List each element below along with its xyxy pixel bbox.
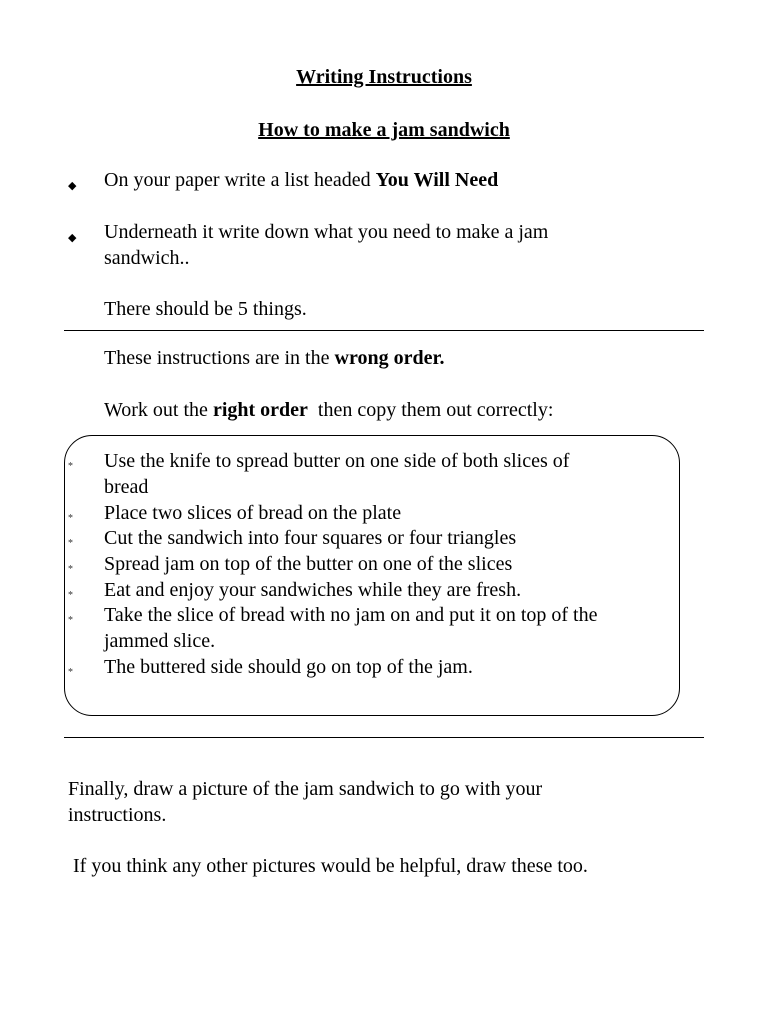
star-bullet-icon: * bbox=[68, 564, 73, 575]
divider-bottom bbox=[64, 737, 704, 738]
step-1-line-2: bread bbox=[104, 476, 149, 498]
other-pictures-text: If you think any other pictures would be helpful, draw these too. bbox=[68, 855, 588, 877]
five-things-text: There should be 5 things. bbox=[104, 298, 307, 320]
bullet-1-text bbox=[104, 167, 498, 193]
diamond-bullet-icon: ◆ bbox=[68, 232, 77, 244]
wrong-order-bold: wrong order. bbox=[334, 347, 445, 369]
page-title: Writing Instructions bbox=[296, 66, 472, 88]
step-1-line-1: Use the knife to spread butter on one side of both slices of bbox=[104, 450, 570, 472]
divider-top bbox=[64, 330, 704, 331]
star-bullet-icon: * bbox=[68, 667, 73, 678]
bullet-2-line-2: sandwich.. bbox=[104, 247, 190, 269]
right-order-plain: Work out the bbox=[104, 399, 213, 421]
star-bullet-icon: * bbox=[68, 461, 73, 472]
right-order-text bbox=[104, 397, 553, 423]
step-5: Eat and enjoy your sandwiches while they are fresh. bbox=[104, 579, 522, 601]
step-2: Place two slices of bread on the plate bbox=[104, 502, 402, 524]
right-order-after: then copy them out correctly: bbox=[307, 399, 554, 421]
step-6-line-1: Take the slice of bread with no jam on and put it on top of the bbox=[104, 604, 598, 626]
bullet-1-bold: You Will Need bbox=[375, 169, 499, 191]
right-order-bold: right order bbox=[212, 399, 308, 421]
star-bullet-icon: * bbox=[68, 538, 73, 549]
step-3: Cut the sandwich into four squares or four triangles bbox=[104, 527, 517, 549]
step-4: Spread jam on top of the butter on one of the slices bbox=[104, 553, 513, 575]
star-bullet-icon: * bbox=[68, 513, 73, 524]
diamond-bullet-icon: ◆ bbox=[68, 180, 77, 192]
finally-line-2: instructions. bbox=[68, 804, 167, 826]
star-bullet-icon: * bbox=[68, 615, 73, 626]
finally-line-1: Finally, draw a picture of the jam sandwich to go with your bbox=[68, 778, 543, 800]
step-7: The buttered side should go on top of the jam. bbox=[104, 656, 473, 678]
wrong-order-plain: These instructions are in the bbox=[104, 347, 335, 369]
wrong-order-text bbox=[104, 345, 445, 371]
bullet-1-plain: On your paper write a list headed bbox=[104, 169, 376, 191]
step-6-line-2: jammed slice. bbox=[104, 630, 216, 652]
bullet-2-line-1: Underneath it write down what you need to make a jam bbox=[104, 221, 549, 243]
page-subtitle: How to make a jam sandwich bbox=[258, 119, 510, 141]
star-bullet-icon: * bbox=[68, 590, 73, 601]
